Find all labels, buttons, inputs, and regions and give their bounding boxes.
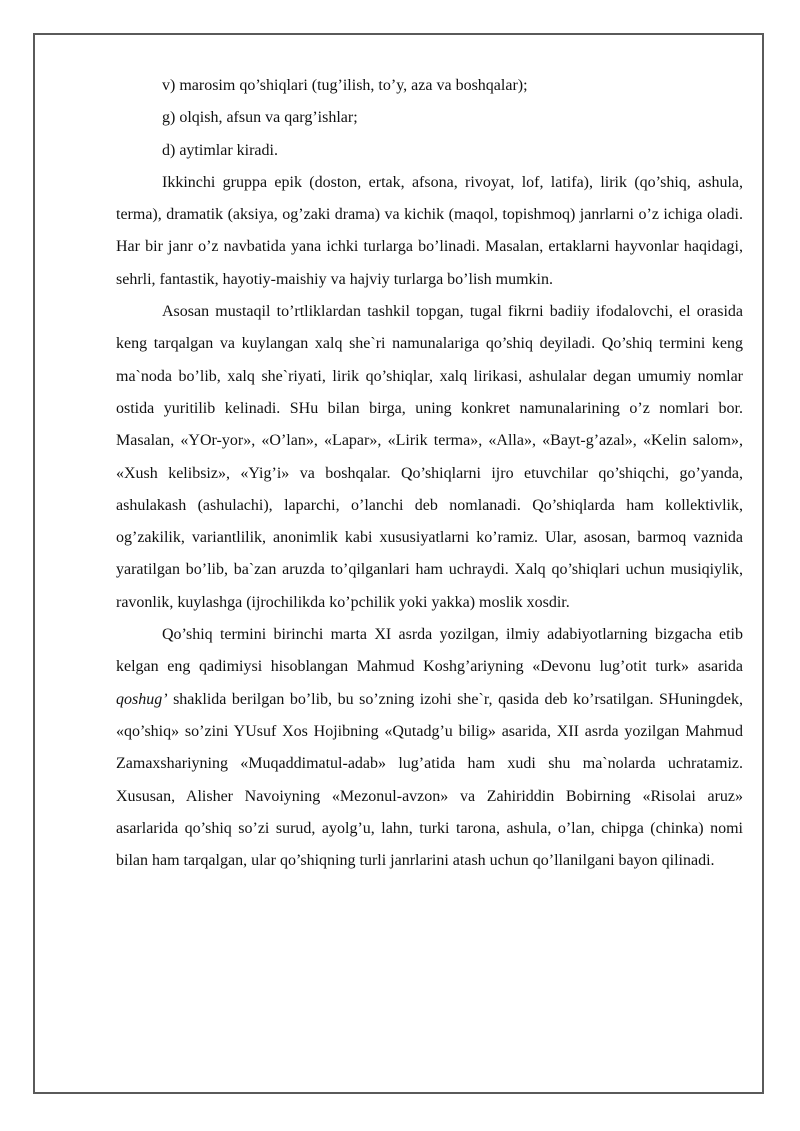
paragraph-qoshiq-history (116, 619, 743, 877)
list-item-v: v) marosim qo’shiqlari (tug’ilish, to’y, aza va boshqalar); (162, 77, 528, 94)
paragraph-qoshiq-definition: Asosan mustaqil to’rtliklardan tashkil topgan, tugal fikrni badiiy ifodalovchi, el orasida keng tarqalgan va kuylangan xalq she`ri namunalariga qo’shiq deyiladi. Qo’shiq termini keng ma`noda bo’lib, xalq she`riyati, lirik qo’shiqlar, xalq lirikasi, ashulalar degan umumiy nomlar ostida yuritilib kelinadi. SHu bilan birga, uning konkret namunalarining o’z nomlari bor. Masalan, «YOr-yor», «O’lan», «Lapar», «Lirik terma», «Alla», «Bayt-g’azal», «Kelin salom», «Xush kelibsiz», «Yig’i» va boshqalar. Qo’shiqlarni ijro etuvchilar qo’shiqchi, go’yanda, ashulakash (ashulachi), laparchi, o’lanchi deb nomlanadi. Qo’shiqlarda ham kollektivlik, og’zakilik, variantlilik, anonimlik kabi xususiyatlarni ko’ramiz. Ular, asosan, barmoq vaznida yaratilgan bo’lib, ba`zan aruzda to’qilganlari ham uchraydi. Xalq qo’shiqlari uchun musiqiylik, ravonlik, kuylashga (ijrochilikda ko’pchilik yoki yakka) moslik xosdir. (116, 303, 743, 611)
paragraph-genres: Ikkinchi gruppa epik (doston, ertak, afsona, rivoyat, lof, latifa), lirik (qo’shiq, ashula, terma), dramatik (aksiya, og’zaki drama) va kichik (maqol, topishmoq) janrlarni o’z ichiga oladi. Har bir janr o’z navbatida yana ichki turlarga bo’linadi. Masalan, ertaklarni hayvonlar haqidagi, sehrli, fantastik, hayotiy-maishiy va hajviy turlarga bo’lish mumkin. (116, 173, 743, 288)
list-item-g: g) olqish, afsun va qarg’ishlar; (162, 109, 358, 127)
paragraph-history-part-2: shaklida berilgan bo’lib, bu so’zning izohi she`r, qasida deb ko’rsatilgan. SHuningdek, «qo’shiq» so’zini YUsuf Xos Hojibning «Qutadg’u bilig» asarida, XII asrda yozilgan Mahmud Zamaxshariyning «Muqaddimatul-adab» lug’atida ham xudi shu ma`nolarda uchratamiz. Xususan, Alisher Navoiyning «Mezonul-avzon» va Zahiriddin Bobirning «Risolai aruz» asarlarida qo’shiq so’zi surud, ayolg’u, lahn, turki tarona, ashula, o’lan, chipga (chinka) nomi bilan ham tarqalgan, ular qo’shiqning turli janrlarini atash uchun qo’llanilgani bayon qilinadi. (116, 690, 743, 870)
paragraph-history-part-1: Qo’shiq termini birinchi marta XI asrda yozilgan, ilmiy adabiyotlarning bizgacha etib kelgan eng qadimiysi hisoblangan Mahmud Koshg’ariyning «Devonu lug’otit turk» asarida (116, 626, 743, 676)
italic-term-qoshug: qoshug’ (116, 690, 168, 708)
document-body (116, 70, 743, 877)
list-item-d: d) aytimlar kiradi. (162, 141, 278, 159)
